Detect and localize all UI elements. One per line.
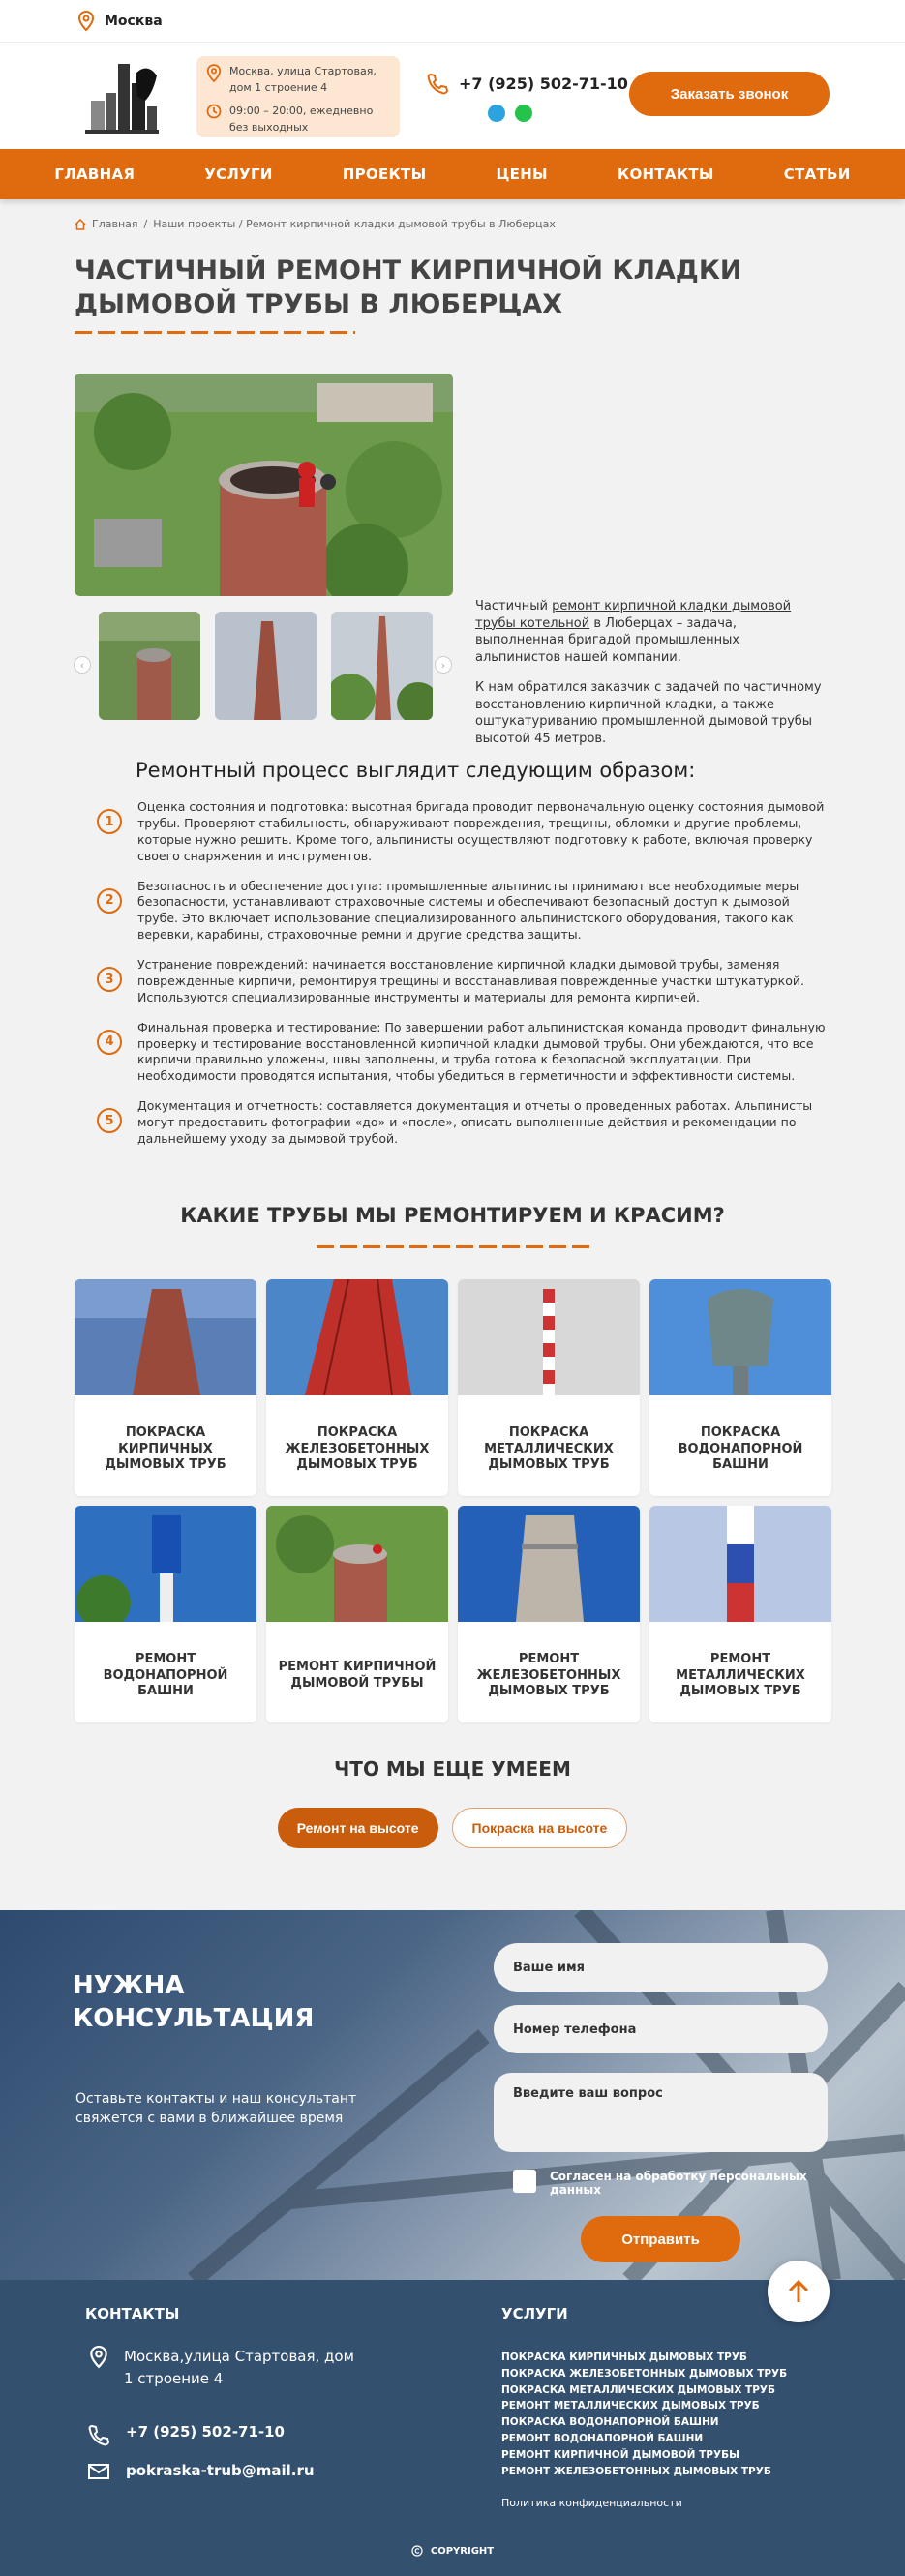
pipe-card[interactable] [75,1506,256,1722]
pipe-card-title: ПОКРАСКА КИРПИЧНЫХ ДЫМОВЫХ ТРУБ [105,1424,226,1473]
intro-text [475,598,824,747]
intro-text-end: в Люберцах – задача, выполненная бригадой промышленных альпинистов нашей компании. [475,615,740,665]
pipes-section-title: КАКИЕ ТРУБЫ МЫ РЕМОНТИРУЕМ И КРАСИМ? [180,1204,725,1227]
breadcrumb-current: Наши проекты / Ремонт кирпичной кладки дымовой трубы в Люберцах [153,218,556,230]
process-title: Ремонтный процесс выглядит следующим образом: [136,759,696,782]
main-nav [0,149,905,199]
nav-item-contacts[interactable]: КОНТАКТЫ [617,165,714,183]
pipe-card-title: ПОКРАСКА ЖЕЛЕЗОБЕТОННЫХ ДЫМОВЫХ ТРУБ [285,1424,430,1473]
pipe-card-title: ПОКРАСКА ВОДОНАПОРНОЙ БАШНИ [678,1424,803,1473]
nav-item-projects[interactable]: ПРОЕКТЫ [342,165,427,183]
submit-button[interactable]: Отправить [581,2216,740,2262]
pipe-card-image [75,1279,256,1395]
city-selector[interactable]: Москва [105,13,163,29]
phone-icon [426,72,449,95]
gallery-next-button[interactable]: › [435,656,452,674]
thumbnail-2[interactable] [215,612,317,720]
intro-paragraph-2: К нам обратился заказчик с задачей по частичному восстановлению кирпичной кладки, а также оштукатуриванию промышленной дымовой трубы высотой 45 метров. [475,680,822,746]
consent-row [513,2170,832,2197]
pipe-card-title: ПОКРАСКА МЕТАЛЛИЧЕСКИХ ДЫМОВЫХ ТРУБ [484,1424,614,1473]
process-steps [97,799,832,1161]
pipe-card[interactable] [649,1279,831,1496]
title-divider [75,331,355,334]
clock-icon [206,104,222,119]
pipe-card[interactable] [458,1506,640,1722]
step-number: 4 [97,1030,122,1055]
phone-input[interactable]: Номер телефона [494,2005,828,2053]
location-pin-icon [206,64,222,83]
footer-service-link[interactable]: ПОКРАСКА МЕТАЛЛИЧЕСКИХ ДЫМОВЫХ ТРУБ [501,2383,776,2396]
header-address: Москва, улица Стартовая, дом 1 строение 4 [229,65,377,94]
step-number: 1 [97,809,122,834]
thumbnail-3[interactable] [331,612,433,720]
footer-service-link[interactable]: ПОКРАСКА КИРПИЧНЫХ ДЫМОВЫХ ТРУБ [501,2351,747,2363]
name-input[interactable]: Ваше имя [494,1943,828,1992]
step-text: Оценка состояния и подготовка: высотная бригада проводит первоначальную оценку состояния дымовой трубы. Проверяют стабильность, обнаруживают повреждения, трещины, обломки и другие проблемы, которые нужно решить. Кроме того, альпинисты осуществляют подготовку к работе, включая проверку своего снаряжения и инструментов. [137,799,825,863]
nav-item-prices[interactable]: ЦЕНЫ [496,165,548,183]
working-hours: 09:00 – 20:00, ежедневно без выходных [229,105,374,134]
mail-icon [87,2462,110,2481]
company-logo[interactable] [77,54,165,141]
repair-at-height-button[interactable]: Ремонт на высоте [278,1808,438,1848]
footer-phone[interactable]: +7 (925) 502-71-10 [126,2423,285,2441]
intro-text-start: Частичный [475,599,553,614]
intro-paragraph-1 [475,598,824,666]
footer-service-link[interactable]: РЕМОНТ ЖЕЛЕЗОБЕТОННЫХ ДЫМОВЫХ ТРУБ [501,2465,771,2477]
phone-icon [87,2423,110,2446]
breadcrumb-home[interactable]: Главная [92,218,138,230]
top-bar [0,0,905,43]
consultation-section [0,1910,905,2280]
copyright-text: COPYRIGHT [430,2545,495,2557]
pipe-card[interactable] [75,1279,256,1496]
header-phone[interactable]: +7 (925) 502-71-10 [459,74,628,93]
footer-service-link[interactable]: РЕМОНТ МЕТАЛЛИЧЕСКИХ ДЫМОВЫХ ТРУБ [501,2400,760,2412]
question-textarea[interactable]: Введите ваш вопрос [494,2073,828,2152]
step-text: Устранение повреждений: начинается восстановление кирпичной кладки дымовой трубы, заменяя поврежденные кирпичи, ремонтируя трещины и восстанавливая поврежденные участки штукатуркой. Используются специализированные инструменты и материалы для ремонта кирпичей. [137,957,804,1004]
step-number: 3 [97,967,122,992]
pipe-card-title: РЕМОНТ ЖЕЛЕЗОБЕТОННЫХ ДЫМОВЫХ ТРУБ [476,1651,621,1699]
pipe-card[interactable] [649,1506,831,1722]
consultation-title: НУЖНА КОНСУЛЬТАЦИЯ [73,1971,315,2033]
footer-contacts-title: КОНТАКТЫ [85,2305,180,2322]
thumbnail-1[interactable] [99,612,200,720]
service-link[interactable]: ремонт кирпичной кладки дымовой трубы котельной [475,599,792,631]
breadcrumb [75,218,556,230]
main-project-photo[interactable] [75,374,453,596]
page-title: ЧАСТИЧНЫЙ РЕМОНТ КИРПИЧНОЙ КЛАДКИ ДЫМОВОЙ ТРУБЫ В ЛЮБЕРЦАХ [75,255,742,320]
step-text: Финальная проверка и тестирование: По завершении работ альпинистская команда проводит финальную проверку и тестирование восстановленной кирпичной кладки дымовой трубы. Они убеждаются, что все кирпичи правильно уложены, швы заполнены, и труба готова к безопасной эксплуатации. При необходимости проводятся испытания, чтобы убедиться в герметичности и эффективности системы. [137,1019,826,1084]
footer-service-link[interactable]: ПОКРАСКА ЖЕЛЕЗОБЕТОННЫХ ДЫМОВЫХ ТРУБ [501,2367,788,2380]
step-number: 2 [97,888,122,914]
privacy-policy-link[interactable]: Политика конфиденциальности [501,2497,682,2509]
consultation-subtitle: Оставьте контакты и наш консультант свяжется с вами в ближайшее время [75,2091,357,2126]
step-number: 5 [97,1108,122,1133]
pipe-cards-grid [75,1279,831,1722]
step-text: Документация и отчетность: составляется документация и отчеты о проведенных работах. Альпинисты могут предоставить фотографии «до» и «после», описать выполненные действия и рекомендации по дальнейшему уходу за дымовой трубой. [137,1098,813,1146]
home-icon [75,219,86,230]
footer-services-list [501,2350,787,2479]
footer-email[interactable]: pokraska-trub@mail.ru [126,2462,315,2479]
step-text: Безопасность и обеспечение доступа: промышленные альпинисты принимают все необходимые меры безопасности, устанавливают страховочные системы и обеспечивают безопасный доступ к дымовой трубе. Это включает использование специализированного альпинистского оборудования, такого как веревки, карабины, страховочные ремни и другие средства защиты. [137,878,799,943]
pipes-title-divider [317,1245,591,1248]
pipe-card[interactable] [458,1279,640,1496]
footer-address: Москва,улица Стартовая, дом 1 строение 4 [124,2348,354,2387]
footer-services-title: УСЛУГИ [501,2305,568,2322]
header [0,43,905,149]
skills-title: ЧТО МЫ ЕЩЕ УМЕЕМ [334,1757,571,1781]
consent-checkbox[interactable] [513,2170,536,2193]
footer [0,2280,905,2576]
painting-at-height-button[interactable]: Покраска на высоте [452,1808,628,1848]
copyright [0,2545,905,2557]
whatsapp-icon[interactable] [515,105,532,122]
footer-service-link[interactable]: РЕМОНТ КИРПИЧНОЙ ДЫМОВОЙ ТРУБЫ [501,2448,739,2461]
nav-item-home[interactable]: ГЛАВНАЯ [54,165,136,183]
nav-item-articles[interactable]: СТАТЬИ [783,165,851,183]
process-step [97,1098,832,1148]
address-box [196,56,400,137]
footer-service-link[interactable]: ПОКРАСКА ВОДОНАПОРНОЙ БАШНИ [501,2416,719,2429]
pipe-card-image [649,1506,831,1622]
pipe-card-image [649,1279,831,1395]
pipe-card-title: РЕМОНТ МЕТАЛЛИЧЕСКИХ ДЫМОВЫХ ТРУБ [676,1651,805,1699]
scroll-top-button[interactable] [768,2261,830,2322]
order-call-button[interactable]: Заказать звонок [629,72,830,116]
footer-phone-row [87,2423,285,2446]
pipe-card-title: РЕМОНТ КИРПИЧНОЙ ДЫМОВОЙ ТРУБЫ [278,1660,437,1691]
location-pin-icon [77,11,95,32]
footer-email-row [87,2462,315,2481]
phone-block [426,72,628,122]
copyright-icon [411,2545,423,2557]
breadcrumb-separator: / [143,218,148,230]
pipe-card[interactable] [266,1279,448,1496]
footer-service-link[interactable]: РЕМОНТ ВОДОНАПОРНОЙ БАШНИ [501,2432,704,2444]
process-step [97,1020,832,1086]
pipe-card-image [458,1506,640,1622]
location-pin-icon [89,2346,108,2369]
pipe-card-image [266,1506,448,1622]
footer-address-row [89,2346,360,2389]
thumbnail-strip [75,610,453,722]
pipe-card-title: РЕМОНТ ВОДОНАПОРНОЙ БАШНИ [103,1651,228,1699]
pipe-card[interactable] [266,1506,448,1722]
pipe-card-image [266,1279,448,1395]
consent-label: Согласен на обработку персональных данных [550,2170,807,2197]
gallery-prev-button[interactable]: ‹ [74,656,91,674]
pipe-card-image [75,1506,256,1622]
nav-item-services[interactable]: УСЛУГИ [204,165,273,183]
process-step [97,799,832,865]
telegram-icon[interactable] [488,105,505,122]
skills-buttons [0,1808,905,1848]
arrow-up-icon [784,2277,813,2306]
process-step [97,879,832,944]
process-step [97,957,832,1006]
pipe-card-image [458,1279,640,1395]
